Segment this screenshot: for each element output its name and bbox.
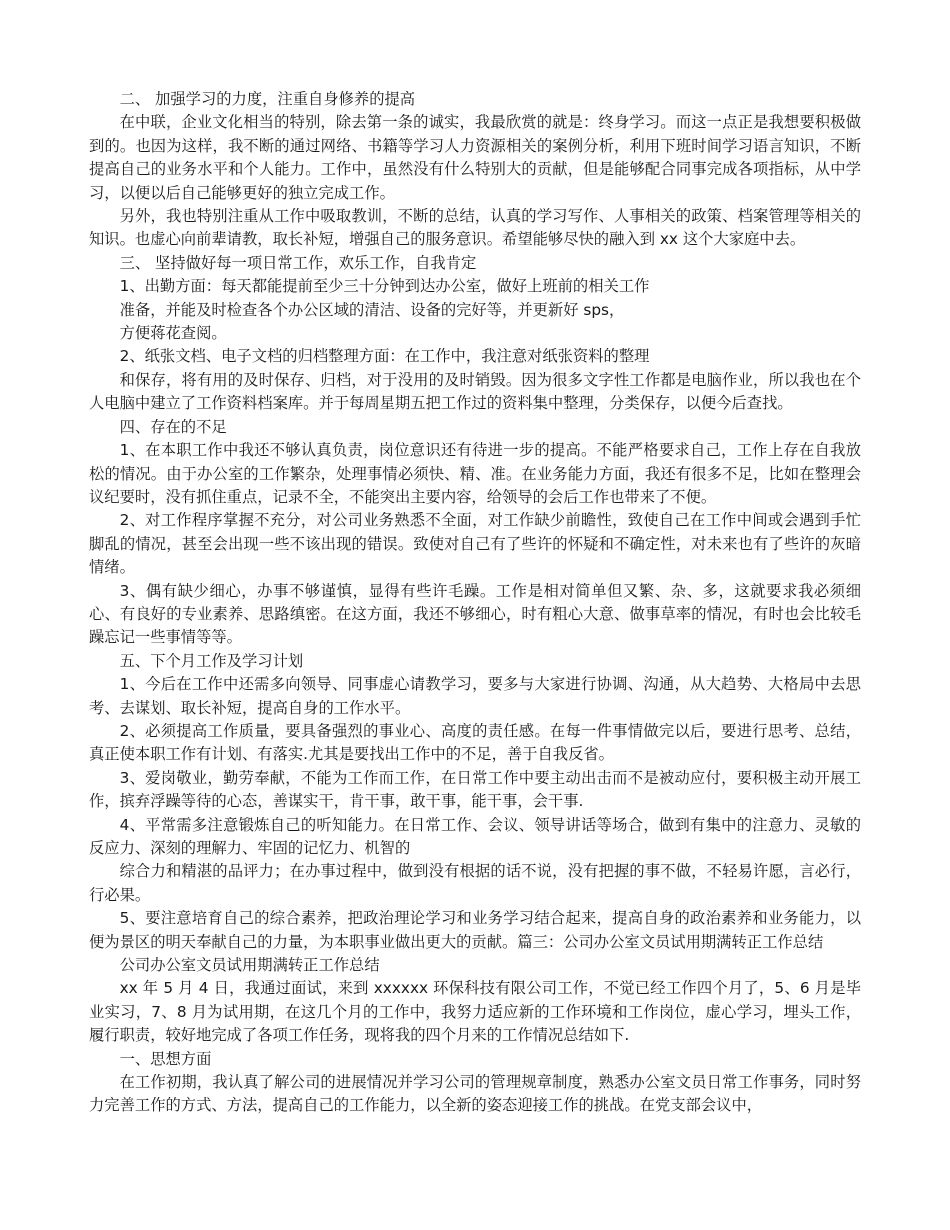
document-body — [89, 88, 861, 1118]
paragraph: 1、在本职工作中我还不够认真负责，岗位意识还有待进一步的提高。不能严格要求自己，工作上存在自我放松的情况。由于办公室的工作繁杂，处理事情必须快、精、准。在业务能力方面，我还有很多不足，比如在整理会议纪要时，没有抓住重点，记录不全，不能突出主要内容，给领导的会后工作也带来了不便。 — [89, 441, 861, 506]
paragraph: 1、今后在工作中还需多向领导、同事虚心请教学习，要多与大家进行协调、沟通，从大趋势、大格局中去思考、去谋划、取长补短，提高自身的工作水平。 — [89, 675, 861, 717]
paragraph: 2、对工作程序掌握不充分，对公司业务熟悉不全面，对工作缺少前瞻性，致使自己在工作中间或会遇到手忙脚乱的情况，甚至会出现一些不该出现的错误。致使对自己有了些许的怀疑和不确定性，对未来也有了些许的灰暗情绪。 — [89, 511, 861, 577]
paragraph: 3、爱岗敬业，勤劳奉献，不能为工作而工作，在日常工作中要主动出击而不是被动应付，要积极主动开展工作，摈弃浮躁等待的心态，善谋实干，肯干事，敢干事，能干事，会干事. — [89, 768, 861, 811]
section-heading-1: 一、思想方面 — [119, 1049, 212, 1068]
report-title: 公司办公室文员试用期满转正工作总结 — [119, 956, 380, 975]
paragraph: 1、出勤方面：每天都能提前至少三十分钟到达办公室，做好上班前的相关工作 — [119, 277, 650, 296]
section-heading-4: 四、存在的不足 — [119, 417, 227, 436]
paragraph: 在工作初期，我认真了解公司的进展情况并学习公司的管理规章制度，熟悉办公室文员日常工作事务，同时努力完善工作的方式、方法，提高自己的工作能力，以全新的姿态迎接工作的挑战。在党支部会议中， — [89, 1073, 861, 1115]
paragraph: 4、平常需多注意锻炼自己的听知能力。在日常工作、会议、领导讲话等场合，做到有集中的注意力、灵敏的反应力、深刻的理解力、牢固的记忆力、机智的 — [89, 815, 861, 857]
section-heading-3: 三、 坚持做好每一项日常工作，欢乐工作，自我肯定 — [119, 253, 477, 272]
paragraph: 综合力和精湛的品评力；在办事过程中，做到没有根据的话不说，没有把握的事不做，不轻易许愿，言必行，行必果。 — [89, 862, 861, 904]
paragraph: 2、必须提高工作质量，要具备强烈的事业心、高度的责任感。在每一件事情做完以后，要进行思考、总结，真正使本职工作有计划、有落实.尤其是要找出工作中的不足，善于自我反省。 — [89, 721, 861, 764]
paragraph: 准备，并能及时检查各个办公区域的清洁、设备的完好等，并更新好 sps， — [119, 300, 625, 319]
paragraph: 另外，我也特别注重从工作中吸取教训，不断的总结，认真的学习写作、人事相关的政策、档案管理等相关的知识。也虚心向前辈请教，取长补短，增强自己的服务意识。希望能够尽快的融入到 xx 这个大家庭中去。 — [89, 207, 861, 249]
paragraph: 方便蒋花查阅。 — [119, 324, 227, 343]
section-heading-5: 五、下个月工作及学习计划 — [119, 651, 304, 670]
section-heading-2: 二、 加强学习的力度，注重自身修养的提高 — [119, 90, 416, 108]
paragraph: 2、纸张文档、电子文档的归档整理方面：在工作中，我注意对纸张资料的整理 — [119, 347, 650, 366]
paragraph: 5、要注意培育自己的综合素养，把政治理论学习和业务学习结合起来，提高自身的政治素养和业务能力，以便为景区的明天奉献自己的力量，为本职事业做出更大的贡献。篇三：公司办公室文员试用期满转正工作总结 — [89, 909, 861, 951]
paragraph: xx 年 5 月 4 日，我通过面试，来到 xxxxxx 环保科技有限公司工作，不觉已经工作四个月了，5、6 月是毕业实习，7、8 月为试用期，在这几个月的工作中，我努力适应新的工作环境和工作岗位，虚心学习，埋头工作，履行职责，较好地完成了各项工作任务，现将我的四个月来的工作情况总结如下. — [89, 979, 861, 1045]
paragraph: 在中联，企业文化相当的特别，除去第一条的诚实，我最欣赏的就是：终身学习。而这一点正是我想要积极做到的。也因为这样，我不断的通过网络、书籍等学习人力资源相关的案例分析，利用下班时间学习语言知识，不断提高自己的业务水平和个人能力。工作中，虽然没有什么特别大的贡献，但是能够配合同事完成各项指标，从中学习，以便以后自己能够更好的独立完成工作。 — [89, 113, 861, 202]
paragraph: 和保存，将有用的及时保存、归档，对于没用的及时销毁。因为很多文字性工作都是电脑作业，所以我也在个人电脑中建立了工作资料档案库。并于每周星期五把工作过的资料集中整理，分类保存，以便今后查找。 — [89, 370, 861, 413]
paragraph: 3、偶有缺少细心，办事不够谨慎，显得有些许毛躁。工作是相对简单但又繁、杂、多，这就要求我必须细心、有良好的专业素养、思路缜密。在这方面，我还不够细心，时有粗心大意、做事草率的情况，有时也会比较毛躁忘记一些事情等等。 — [89, 581, 861, 647]
